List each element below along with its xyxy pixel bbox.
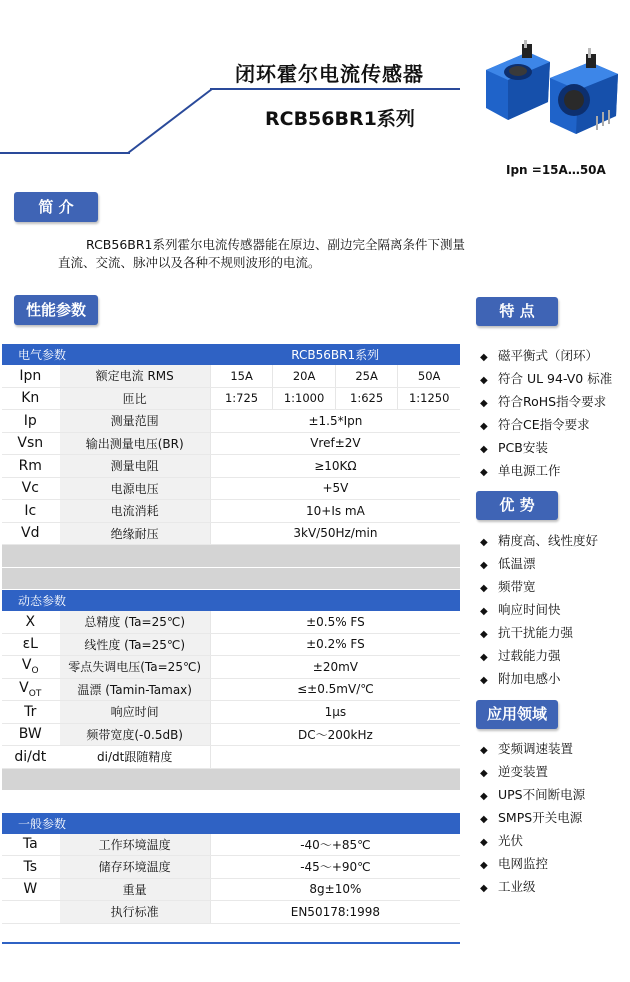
table-row — [2, 856, 460, 879]
param-value: -40～+85℃ — [210, 834, 460, 856]
params-badge: 性能参数 — [14, 295, 98, 325]
diamond-bullet-icon: ◆ — [480, 421, 488, 432]
param-value: +5V — [210, 477, 460, 500]
param-symbol — [2, 901, 59, 924]
table-row — [2, 901, 460, 924]
feature-label: 单电源工作 — [498, 463, 561, 478]
list-item — [480, 806, 585, 829]
spacer-row — [2, 791, 460, 813]
diamond-bullet-icon: ◆ — [480, 745, 488, 756]
diamond-bullet-icon: ◆ — [480, 860, 488, 871]
advantage-label: 过载能力强 — [498, 648, 561, 663]
diamond-bullet-icon: ◆ — [480, 398, 488, 409]
feature-label: PCB安装 — [498, 440, 548, 455]
diamond-bullet-icon: ◆ — [480, 467, 488, 478]
table-row — [2, 746, 460, 769]
diamond-bullet-icon: ◆ — [480, 560, 488, 571]
param-value: -45～+90℃ — [210, 856, 460, 879]
diamond-bullet-icon: ◆ — [480, 583, 488, 594]
table-row — [2, 723, 460, 746]
param-symbol: Tr — [2, 701, 59, 724]
param-value: EN50178:1998 — [210, 901, 460, 924]
symbol-main: V — [19, 679, 29, 696]
list-item — [480, 552, 598, 575]
param-name: 执行标准 — [59, 901, 210, 924]
application-label: 变频调速装置 — [498, 741, 574, 756]
param-symbol: X — [2, 611, 59, 633]
param-value: 1μs — [210, 701, 460, 724]
param-value: ≤±0.5mV/℃ — [210, 678, 460, 701]
applications-badge: 应用领域 — [476, 700, 558, 729]
table-row — [2, 701, 460, 724]
param-name: 线性度 (Ta=25℃) — [59, 633, 210, 656]
param-name: 零点失调电压(Ta=25℃) — [59, 656, 210, 679]
diamond-bullet-icon: ◆ — [480, 814, 488, 825]
param-value: 8g±10% — [210, 878, 460, 901]
param-name: 电流消耗 — [59, 500, 210, 523]
param-symbol: Rm — [2, 455, 59, 478]
application-label: 电网监控 — [498, 856, 549, 871]
diamond-bullet-icon: ◆ — [480, 675, 488, 686]
spacer-row — [2, 545, 460, 568]
param-symbol: Vsn — [2, 432, 59, 455]
param-symbol: BW — [2, 723, 59, 746]
diamond-bullet-icon: ◆ — [480, 537, 488, 548]
advantage-label: 低温漂 — [498, 556, 536, 571]
feature-label: 符合 UL 94-V0 标准 — [498, 371, 613, 386]
intro-badge: 简 介 — [14, 192, 98, 222]
list-item — [480, 760, 585, 783]
param-symbol: Vc — [2, 477, 59, 500]
table-row — [2, 455, 460, 478]
table-row — [2, 834, 460, 856]
param-value: 1:1000 — [273, 387, 336, 410]
features-badge: 特 点 — [476, 297, 558, 326]
param-name: 响应时间 — [59, 701, 210, 724]
param-symbol: Vd — [2, 522, 59, 545]
page-subtitle: RCB56BR1系列 — [265, 108, 415, 130]
param-symbol: εL — [2, 633, 59, 656]
advantages-badge: 优 势 — [476, 491, 558, 520]
param-value: 25A — [335, 365, 397, 387]
param-value: 20A — [273, 365, 336, 387]
advantage-label: 响应时间快 — [498, 602, 561, 617]
param-value: Vref±2V — [210, 432, 460, 455]
list-item — [480, 367, 612, 390]
param-symbol: Ts — [2, 856, 59, 879]
param-symbol: W — [2, 878, 59, 901]
application-label: UPS不间断电源 — [498, 787, 586, 802]
param-value: 1:625 — [335, 387, 397, 410]
feature-label: 符合RoHS指令要求 — [498, 394, 607, 409]
symbol-subscript: O — [31, 666, 39, 677]
param-name: 频带宽度(-0.5dB) — [59, 723, 210, 746]
list-item — [480, 344, 612, 367]
param-name: 重量 — [59, 878, 210, 901]
application-label: SMPS开关电源 — [498, 810, 583, 825]
param-name: 测量电阻 — [59, 455, 210, 478]
applications-list — [480, 737, 585, 898]
application-label: 逆变装置 — [498, 764, 549, 779]
spec-table — [2, 344, 460, 924]
list-item — [480, 667, 598, 690]
table-row — [2, 633, 460, 656]
advantage-label: 频带宽 — [498, 579, 536, 594]
spacer-row — [2, 768, 460, 791]
list-item — [480, 737, 585, 760]
sensor-product-image — [478, 40, 628, 140]
param-value: ≥10KΩ — [210, 455, 460, 478]
symbol-main: V — [21, 657, 32, 674]
list-item — [480, 783, 585, 806]
list-item — [480, 644, 598, 667]
intro-text: RCB56BR1系列霍尔电流传感器能在原边、副边完全隔离条件下测量直流、交流、脉冲以及各种不规则波形的电流。 — [58, 237, 465, 270]
header-rule-diagonal — [0, 86, 470, 156]
dynamic-header: 动态参数 — [2, 590, 460, 612]
diamond-bullet-icon: ◆ — [480, 375, 488, 386]
param-symbol: Ipn — [2, 365, 59, 387]
diamond-bullet-icon: ◆ — [480, 837, 488, 848]
list-item — [480, 436, 612, 459]
param-value: ±0.5% FS — [210, 611, 460, 633]
diamond-bullet-icon: ◆ — [480, 352, 488, 363]
application-label: 光伏 — [498, 833, 524, 848]
param-value: 50A — [398, 365, 460, 387]
application-label: 工业级 — [498, 879, 536, 894]
param-name: 匝比 — [59, 387, 210, 410]
general-header-row — [2, 813, 460, 834]
diamond-bullet-icon: ◆ — [480, 791, 488, 802]
table-row — [2, 678, 460, 701]
param-name: 额定电流 RMS — [59, 365, 210, 387]
table-row — [2, 656, 460, 679]
diamond-bullet-icon: ◆ — [480, 652, 488, 663]
param-name: 储存环境温度 — [59, 856, 210, 879]
param-value: ±0.2% FS — [210, 633, 460, 656]
param-name: 电源电压 — [59, 477, 210, 500]
electrical-header: 电气参数 — [2, 344, 210, 365]
series-header: RCB56BR1系列 — [210, 344, 460, 365]
table-row — [2, 878, 460, 901]
param-value: ±20mV — [210, 656, 460, 679]
param-name: 温漂 (Tamin-Tamax) — [59, 678, 210, 701]
electrical-header-row — [2, 344, 460, 365]
list-item — [480, 575, 598, 598]
dynamic-header-row — [2, 590, 460, 612]
feature-label: 磁平衡式（闭环） — [498, 348, 599, 363]
param-value: ±1.5*Ipn — [210, 410, 460, 433]
param-value: 1:725 — [210, 387, 272, 410]
table-row — [2, 432, 460, 455]
advantages-list — [480, 529, 598, 690]
page-title: 闭环霍尔电流传感器 — [235, 62, 424, 86]
param-name: 绝缘耐压 — [59, 522, 210, 545]
table-row — [2, 522, 460, 545]
param-value — [210, 746, 460, 769]
param-value: 1:1250 — [398, 387, 460, 410]
list-item — [480, 621, 598, 644]
list-item — [480, 875, 585, 898]
diamond-bullet-icon: ◆ — [480, 444, 488, 455]
table-row — [2, 387, 460, 410]
feature-label: 符合CE指令要求 — [498, 417, 590, 432]
general-header: 一般参数 — [2, 813, 460, 834]
features-list — [480, 344, 612, 482]
param-value: DC～200kHz — [210, 723, 460, 746]
table-row — [2, 611, 460, 633]
param-value: 3kV/50Hz/min — [210, 522, 460, 545]
param-name: 输出测量电压(BR) — [59, 432, 210, 455]
param-name: di/dt跟随精度 — [59, 746, 210, 769]
param-symbol: Ip — [2, 410, 59, 433]
param-symbol: Ta — [2, 834, 59, 856]
list-item — [480, 829, 585, 852]
param-name: 工作环境温度 — [59, 834, 210, 856]
list-item — [480, 852, 585, 875]
param-symbol: di/dt — [2, 746, 59, 769]
param-name: 总精度 (Ta=25℃) — [59, 611, 210, 633]
param-symbol — [2, 678, 59, 701]
param-symbol: Kn — [2, 387, 59, 410]
diamond-bullet-icon: ◆ — [480, 606, 488, 617]
list-item — [480, 390, 612, 413]
table-row — [2, 410, 460, 433]
param-value: 15A — [210, 365, 272, 387]
list-item — [480, 529, 598, 552]
table-bottom-rule — [2, 942, 460, 944]
param-symbol: Ic — [2, 500, 59, 523]
advantage-label: 附加电感小 — [498, 671, 561, 686]
list-item — [480, 413, 612, 436]
table-row — [2, 477, 460, 500]
advantage-label: 抗干扰能力强 — [498, 625, 574, 640]
table-row — [2, 365, 460, 387]
symbol-subscript: OT — [28, 688, 42, 699]
diamond-bullet-icon: ◆ — [480, 629, 488, 640]
diamond-bullet-icon: ◆ — [480, 883, 488, 894]
spacer-row — [2, 567, 460, 590]
diamond-bullet-icon: ◆ — [480, 768, 488, 779]
param-name: 测量范围 — [59, 410, 210, 433]
list-item — [480, 459, 612, 482]
advantage-label: 精度高、线性度好 — [498, 533, 599, 548]
list-item — [480, 598, 598, 621]
param-value: 10+Is mA — [210, 500, 460, 523]
param-symbol — [2, 656, 59, 679]
table-row — [2, 500, 460, 523]
current-range-label: Ipn =15A…50A — [506, 163, 606, 177]
